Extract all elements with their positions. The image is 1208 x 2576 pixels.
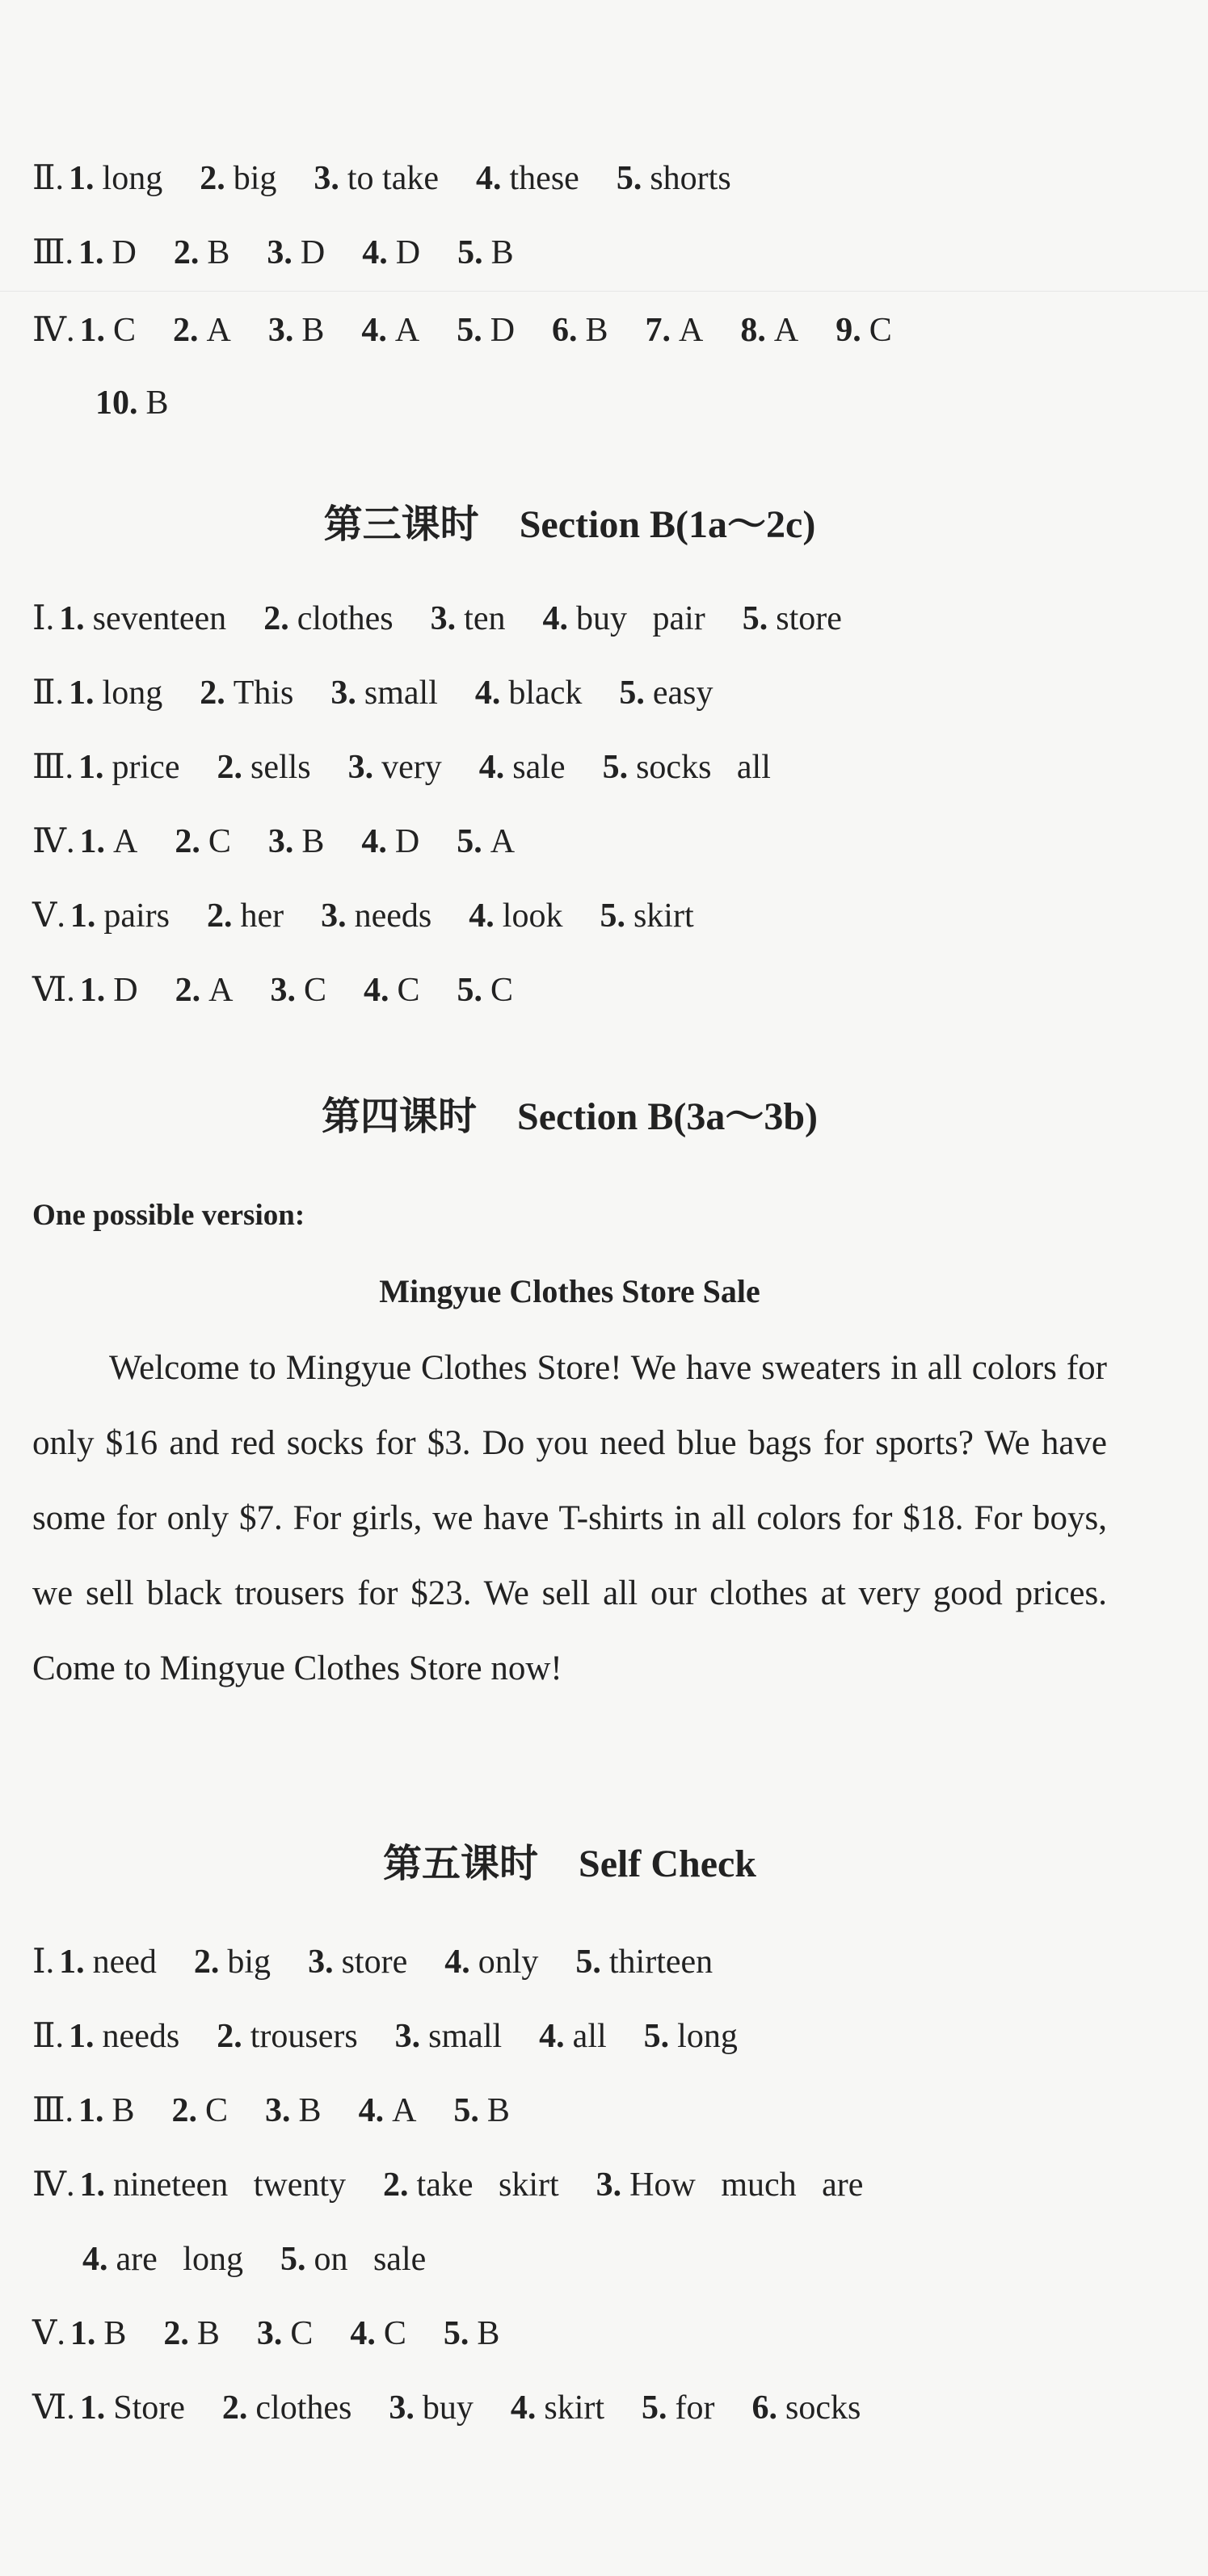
section-heading-en: Section B(3a～3b) <box>517 1095 819 1138</box>
answer-line <box>32 2391 898 2425</box>
answer-item <box>350 2315 406 2352</box>
item-answer: A <box>112 823 138 860</box>
answer-item <box>200 160 276 197</box>
item-number: 3. <box>314 160 339 197</box>
item-answer: seventeen <box>92 600 227 637</box>
item-number: 5. <box>280 2241 306 2278</box>
answer-item <box>539 2018 606 2055</box>
answer-item <box>359 2092 417 2129</box>
item-number: 8. <box>740 312 766 349</box>
item-number: 3. <box>267 234 293 271</box>
item-number: 2. <box>193 1944 220 1981</box>
item-number: 1. <box>69 2018 95 2055</box>
item-answer: clothes <box>297 600 394 637</box>
item-answer: for <box>675 2389 715 2427</box>
item-number: 9. <box>835 312 861 349</box>
answer-item <box>70 897 170 935</box>
roman-numeral: Ⅰ. <box>32 1944 55 1981</box>
item-number: 4. <box>542 600 568 637</box>
item-number: 5. <box>457 972 482 1009</box>
item-answer: black <box>508 674 583 712</box>
answer-line <box>32 825 552 859</box>
item-answer: D <box>113 972 138 1009</box>
item-answer: D <box>394 823 420 860</box>
item-answer: A <box>394 312 420 349</box>
item-answer: D <box>395 234 421 271</box>
answer-item <box>361 312 419 349</box>
answer-item <box>642 2389 714 2427</box>
item-number: 4. <box>474 674 501 712</box>
item-number: 10. <box>95 385 138 422</box>
item-answer: B <box>103 2315 127 2352</box>
item-answer: C <box>383 2315 406 2352</box>
item-answer: thirteen <box>608 1944 713 1981</box>
item-answer: C <box>208 823 231 860</box>
item-number: 5. <box>619 674 645 712</box>
item-answer: nineteen twenty <box>112 2166 347 2204</box>
answer-item <box>173 312 231 349</box>
answer-item <box>217 749 310 786</box>
item-number: 2. <box>172 312 199 349</box>
item-answer: trousers <box>250 2018 358 2055</box>
answer-item <box>175 972 234 1009</box>
item-number: 1. <box>69 897 96 935</box>
roman-numeral: Ⅳ. <box>32 823 75 860</box>
answer-item <box>743 600 842 637</box>
item-number: 4. <box>363 972 389 1009</box>
item-number: 1. <box>59 1944 85 1981</box>
item-number: 2. <box>263 600 289 637</box>
item-number: 4. <box>478 749 505 786</box>
item-answer: price <box>112 749 180 786</box>
item-number: 7. <box>645 312 671 349</box>
answer-item <box>389 2389 474 2427</box>
item-answer: C <box>397 972 420 1009</box>
item-number: 2. <box>200 674 225 712</box>
item-number: 2. <box>171 2092 198 2129</box>
item-answer: to take <box>347 160 440 197</box>
item-answer: A <box>392 2092 417 2129</box>
item-answer: A <box>206 312 231 349</box>
item-answer: her <box>240 897 284 935</box>
item-answer: needs <box>354 897 432 935</box>
item-answer: very <box>381 749 442 786</box>
item-number: 3. <box>347 749 374 786</box>
roman-numeral: Ⅲ. <box>32 234 74 271</box>
item-answer: B <box>207 234 230 271</box>
item-number: 1. <box>78 749 104 786</box>
section-heading-cn: 第五课时 <box>383 1843 539 1885</box>
answer-item <box>80 972 138 1009</box>
answer-item <box>217 2018 357 2055</box>
item-answer: B <box>196 2315 220 2352</box>
answer-item <box>80 2389 185 2427</box>
section-heading <box>0 1085 1139 1141</box>
item-number: 5. <box>453 2092 479 2129</box>
item-number: 5. <box>742 600 768 637</box>
item-answer: big <box>233 160 277 197</box>
item-answer: these <box>509 160 579 197</box>
section-heading-cn: 第三课时 <box>323 503 479 546</box>
answer-item <box>457 823 515 860</box>
item-answer: A <box>773 312 799 349</box>
item-number: 4. <box>361 823 387 860</box>
answer-item <box>600 897 693 935</box>
roman-numeral: Ⅰ. <box>32 600 55 637</box>
item-number: 2. <box>221 2389 248 2427</box>
roman-numeral: Ⅲ. <box>32 2092 74 2129</box>
item-number: 4. <box>350 2315 376 2352</box>
answer-item <box>95 385 169 422</box>
item-answer: C <box>112 312 136 349</box>
version-label: One possible version: <box>32 1199 305 1232</box>
item-answer: B <box>477 2315 500 2352</box>
item-number: 3. <box>267 823 294 860</box>
answer-item <box>79 312 136 349</box>
item-answer: B <box>145 385 169 422</box>
item-number: 5. <box>643 2018 670 2055</box>
item-number: 2. <box>175 823 200 860</box>
item-answer: all <box>572 2018 607 2055</box>
section-heading-cn: 第四课时 <box>321 1095 477 1138</box>
answer-item <box>321 897 431 935</box>
item-number: 1. <box>69 674 95 712</box>
answer-item <box>511 2389 604 2427</box>
item-number: 1. <box>79 2389 106 2427</box>
item-answer: clothes <box>255 2389 352 2427</box>
answer-line <box>82 2242 463 2276</box>
item-number: 1. <box>79 312 105 349</box>
answer-item <box>78 2092 135 2129</box>
answer-item <box>457 972 513 1009</box>
item-answer: socks <box>785 2389 861 2427</box>
answer-line <box>32 2317 537 2351</box>
item-number: 2. <box>175 972 201 1009</box>
item-answer: sells <box>250 749 311 786</box>
item-number: 4. <box>476 160 502 197</box>
answer-item <box>383 2166 559 2204</box>
item-answer: C <box>869 312 892 349</box>
answer-item <box>330 674 438 712</box>
answer-item <box>552 312 608 349</box>
item-answer: small <box>428 2018 503 2055</box>
item-number: 5. <box>457 312 482 349</box>
item-number: 4. <box>444 1944 470 1981</box>
item-answer: C <box>490 972 513 1009</box>
item-answer: How much are <box>629 2166 864 2204</box>
item-number: 3. <box>330 674 356 712</box>
item-number: 2. <box>217 2018 242 2055</box>
item-number: 3. <box>321 897 347 935</box>
item-answer: B <box>301 823 325 860</box>
answer-line <box>32 2019 775 2053</box>
item-number: 2. <box>383 2166 409 2204</box>
answer-item <box>69 160 162 197</box>
item-number: 4. <box>82 2241 108 2278</box>
item-answer: B <box>585 312 608 349</box>
item-answer: Store <box>113 2389 185 2427</box>
roman-numeral: Ⅴ. <box>32 897 65 935</box>
item-number: 4. <box>539 2018 565 2055</box>
answer-item <box>270 972 326 1009</box>
answer-item <box>314 160 439 197</box>
item-number: 2. <box>217 749 242 786</box>
answer-item <box>172 2092 229 2129</box>
answer-item <box>200 674 293 712</box>
item-number: 3. <box>256 2315 283 2352</box>
item-answer: big <box>227 1944 271 1981</box>
item-answer: A <box>208 972 234 1009</box>
item-number: 2. <box>207 897 233 935</box>
item-answer: D <box>490 312 516 349</box>
answer-item <box>69 2018 179 2055</box>
answer-item <box>78 749 179 786</box>
item-number: 1. <box>79 972 106 1009</box>
answer-line <box>32 1945 750 1979</box>
item-answer: need <box>92 1944 157 1981</box>
item-answer: look <box>502 897 563 935</box>
item-number: 4. <box>510 2389 537 2427</box>
roman-numeral: Ⅵ. <box>32 972 75 1009</box>
item-answer: This <box>233 674 294 712</box>
answer-line <box>32 750 808 784</box>
answer-item <box>78 234 137 271</box>
answer-line <box>32 2094 547 2128</box>
item-answer: socks all <box>636 749 771 786</box>
answer-line <box>32 2168 900 2202</box>
answer-item <box>740 312 798 349</box>
answer-item <box>267 234 325 271</box>
item-number: 2. <box>173 234 200 271</box>
item-number: 4. <box>362 234 388 271</box>
answer-item <box>194 1944 271 1981</box>
item-number: 5. <box>642 2389 667 2427</box>
item-answer: skirt <box>633 897 694 935</box>
answer-item <box>752 2389 861 2427</box>
item-number: 3. <box>389 2389 415 2427</box>
answer-item <box>361 823 419 860</box>
essay-title: Mingyue Clothes Store Sale <box>379 1273 760 1309</box>
item-answer: B <box>112 2092 135 2129</box>
item-answer: shorts <box>650 160 731 197</box>
item-number: 3. <box>267 312 294 349</box>
item-answer: sale <box>512 749 566 786</box>
section-heading-en: Self Check <box>579 1843 756 1885</box>
answer-item <box>542 600 705 637</box>
item-number: 1. <box>69 160 95 197</box>
answer-line <box>32 162 768 195</box>
item-answer: pairs <box>103 897 170 935</box>
item-number: 3. <box>308 1944 334 1981</box>
answer-item <box>644 2018 738 2055</box>
answer-item <box>457 312 515 349</box>
roman-numeral: Ⅱ. <box>32 674 65 712</box>
item-number: 4. <box>361 312 387 349</box>
item-answer: take skirt <box>416 2166 559 2204</box>
item-answer: B <box>486 2092 510 2129</box>
item-number: 4. <box>469 897 495 935</box>
answer-item <box>257 2315 314 2352</box>
roman-numeral: Ⅳ. <box>32 312 75 349</box>
answer-item <box>603 749 771 786</box>
answer-item <box>431 600 506 637</box>
answer-item <box>174 234 230 271</box>
answer-item <box>646 312 704 349</box>
item-number: 3. <box>394 2018 421 2055</box>
item-answer: needs <box>102 2018 180 2055</box>
roman-numeral: Ⅵ. <box>32 2389 75 2427</box>
item-answer: C <box>205 2092 229 2129</box>
item-number: 1. <box>78 234 104 271</box>
answer-item <box>222 2389 351 2427</box>
item-answer: A <box>679 312 704 349</box>
answer-item <box>268 312 325 349</box>
divider <box>0 291 1208 292</box>
answer-line <box>32 602 879 636</box>
answer-item <box>475 674 582 712</box>
section-heading <box>0 1832 1139 1888</box>
roman-numeral: Ⅲ. <box>32 749 74 786</box>
answer-item <box>596 2166 864 2204</box>
item-answer: D <box>300 234 326 271</box>
item-answer: B <box>298 2092 322 2129</box>
answer-item <box>59 1944 157 1981</box>
item-number: 3. <box>270 972 296 1009</box>
roman-numeral: Ⅴ. <box>32 2315 65 2352</box>
item-number: 5. <box>457 234 483 271</box>
item-answer: buy <box>422 2389 474 2427</box>
item-answer: A <box>490 823 516 860</box>
answer-item <box>476 160 579 197</box>
answer-item <box>79 2166 346 2204</box>
item-number: 6. <box>552 312 578 349</box>
answer-item <box>70 2315 127 2352</box>
answer-item <box>59 600 226 637</box>
item-answer: are long <box>116 2241 243 2278</box>
item-answer: C <box>290 2315 314 2352</box>
item-answer: D <box>112 234 137 271</box>
roman-numeral: Ⅱ. <box>32 2018 65 2055</box>
answer-item <box>308 1944 407 1981</box>
answer-line <box>95 386 206 420</box>
item-answer: long <box>102 674 163 712</box>
item-answer: long <box>677 2018 738 2055</box>
item-number: 1. <box>79 2166 105 2204</box>
item-number: 5. <box>616 160 642 197</box>
item-answer: long <box>102 160 163 197</box>
item-number: 4. <box>358 2092 385 2129</box>
item-answer: ten <box>464 600 506 637</box>
roman-numeral: Ⅱ. <box>32 160 65 197</box>
item-answer: B <box>490 234 514 271</box>
answer-item <box>280 2241 426 2278</box>
answer-item <box>617 160 731 197</box>
answer-item <box>364 972 420 1009</box>
item-number: 5. <box>443 2315 469 2352</box>
item-number: 3. <box>430 600 457 637</box>
item-number: 5. <box>602 749 629 786</box>
item-answer: B <box>301 312 325 349</box>
answer-item <box>362 234 420 271</box>
item-number: 2. <box>200 160 225 197</box>
answer-item <box>575 1944 713 1981</box>
item-answer: store <box>341 1944 408 1981</box>
answer-item <box>175 823 231 860</box>
roman-numeral: Ⅳ. <box>32 2166 75 2204</box>
answer-item <box>444 1944 538 1981</box>
answer-line <box>32 899 731 933</box>
answer-item <box>444 2315 500 2352</box>
item-answer: easy <box>652 674 713 712</box>
item-number: 1. <box>69 2315 96 2352</box>
item-number: 2. <box>163 2315 189 2352</box>
essay-paragraph: Welcome to Mingyue Clothes Store! We have sweaters in all colors for only $16 and red socks for $3. Do you need blue bags for sports? We have some for only $7. For girls, we have T-shirts in all colors for $18. For boys, we sell black trousers for $23. We sell all our clothes at very good prices. Come to Mingyue Clothes Store now! <box>32 1349 1107 1687</box>
item-number: 3. <box>596 2166 622 2204</box>
answer-item <box>395 2018 503 2055</box>
item-answer: only <box>478 1944 539 1981</box>
answer-line <box>32 973 550 1007</box>
item-answer: on sale <box>314 2241 427 2278</box>
answer-item <box>453 2092 510 2129</box>
answer-item <box>263 600 393 637</box>
item-answer: buy pair <box>575 600 705 637</box>
answer-item <box>835 312 892 349</box>
item-answer: small <box>364 674 438 712</box>
item-answer: skirt <box>544 2389 605 2427</box>
answer-item <box>268 823 325 860</box>
answer-item <box>457 234 514 271</box>
answer-line <box>32 313 929 347</box>
answer-item <box>163 2315 220 2352</box>
section-heading-en: Section B(1a～2c) <box>519 503 816 546</box>
item-answer: store <box>776 600 842 637</box>
answer-item <box>469 897 562 935</box>
answer-item <box>69 674 162 712</box>
item-number: 5. <box>575 1944 601 1981</box>
answer-item <box>348 749 442 786</box>
item-number: 1. <box>59 600 85 637</box>
item-number: 5. <box>600 897 625 935</box>
item-number: 5. <box>457 823 482 860</box>
answer-line <box>32 236 551 270</box>
item-answer: C <box>303 972 326 1009</box>
item-number: 3. <box>265 2092 291 2129</box>
item-number: 6. <box>751 2389 778 2427</box>
answer-item <box>82 2241 243 2278</box>
answer-item <box>79 823 137 860</box>
answer-item <box>207 897 284 935</box>
answer-item <box>479 749 566 786</box>
answer-item <box>265 2092 322 2129</box>
section-heading <box>0 493 1139 548</box>
item-number: 1. <box>79 823 105 860</box>
item-number: 1. <box>78 2092 104 2129</box>
answer-line <box>32 676 750 710</box>
answer-item <box>619 674 713 712</box>
